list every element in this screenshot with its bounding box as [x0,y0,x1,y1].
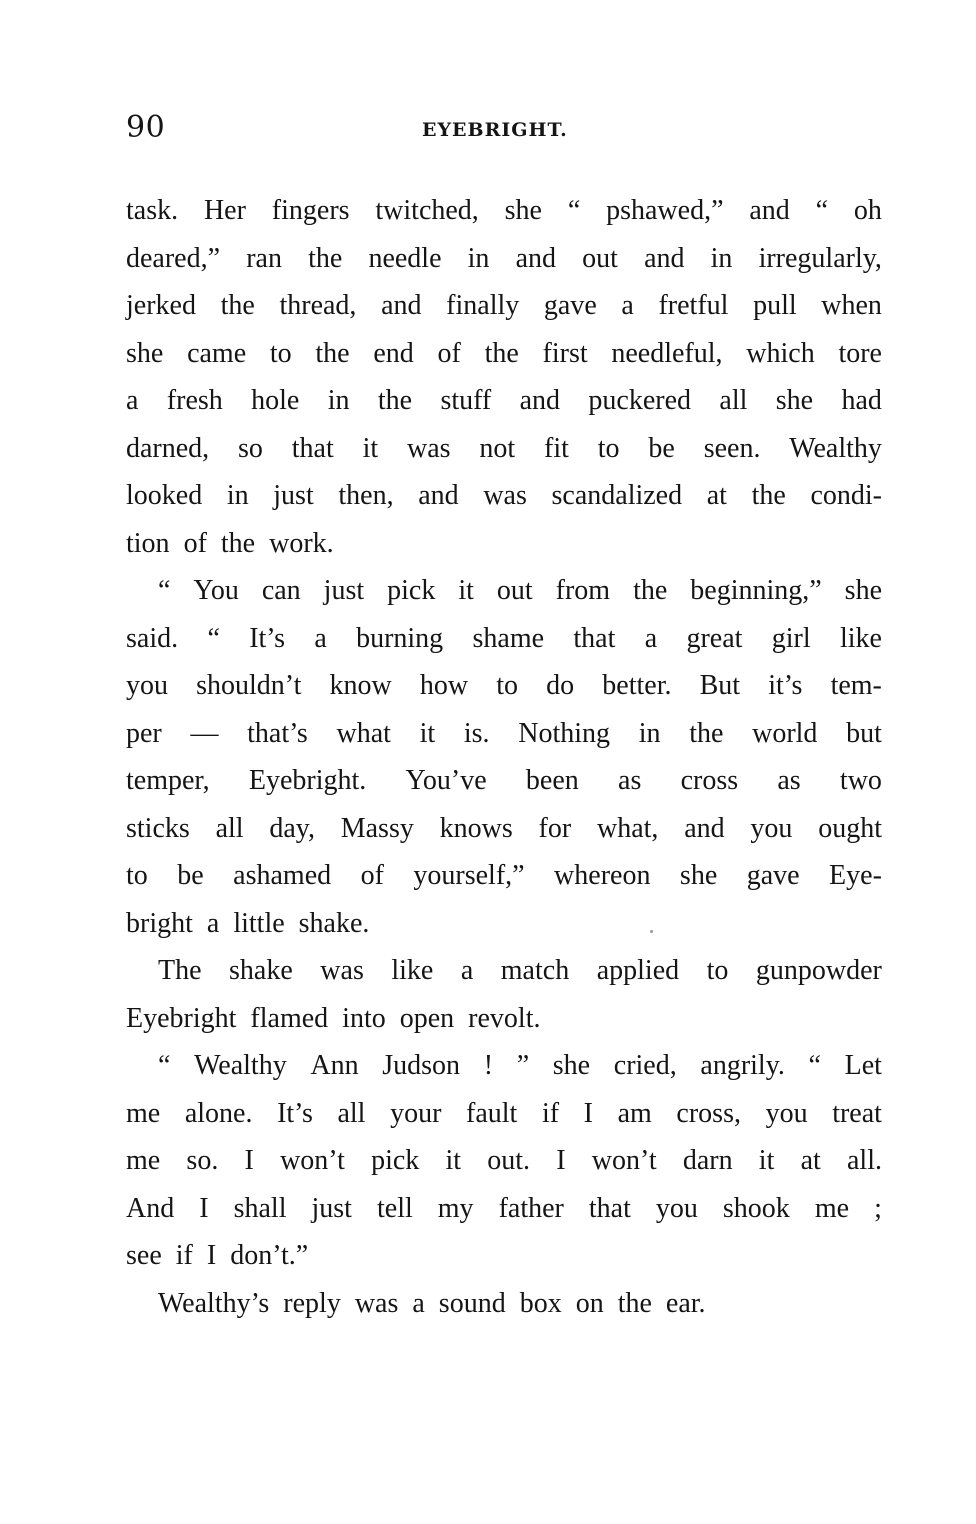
text-line: said. “ It’s a burning shame that a great girl like [126,622,882,654]
text-line: you shouldn’t know how to do better. But it’s tem- [126,670,882,701]
text-line: a fresh hole in the stuff and puckered all she had [126,385,882,416]
text-line: me alone. It’s all your fault if I am cross, you treat [126,1097,882,1129]
paragraph [126,567,882,947]
paragraph [126,947,882,1042]
page-number: 90 [126,110,166,145]
print-speck [650,930,653,933]
text-line: sticks all day, Massy knows for what, and you ought [126,812,882,844]
text-line: task. Her fingers twitched, she “ pshawed,” and “ oh [126,195,882,226]
text-line: deared,” ran the needle in and out and in irregularly, [126,242,882,274]
running-head: EYEBRIGHT. [422,119,568,141]
text-line: The shake was like a match applied to gunpowder [158,955,882,986]
text-line: looked in just then, and was scandalized at the condi- [126,480,882,511]
paragraph [126,187,882,567]
text-line: darned, so that it was not fit to be seen. Wealthy [126,432,882,464]
text-line: And I shall just tell my father that you shook me ; [126,1192,882,1224]
text-line: Eyebright flamed into open revolt. [126,1002,541,1034]
text-line: tion of the work. [126,527,334,559]
paragraph [126,1280,882,1328]
text-line: “ You can just pick it out from the beginning,” she [158,575,882,606]
text-line: Wealthy’s reply was a sound box on the ear. [158,1287,706,1319]
text-line: to be ashamed of yourself,” whereon she gave Eye- [126,860,882,891]
text-line: jerked the thread, and finally gave a fretful pull when [126,290,882,321]
paragraph [126,1042,882,1280]
text-line: “ Wealthy Ann Judson ! ” she cried, angrily. “ Let [158,1050,882,1081]
text-line: per — that’s what it is. Nothing in the world but [126,717,882,749]
body-text [126,187,882,1327]
text-line: bright a little shake. [126,907,370,939]
text-line: see if I don’t.” [126,1240,309,1271]
text-line: she came to the end of the first needleful, which tore [126,337,882,369]
text-line: temper, Eyebright. You’ve been as cross as two [126,765,882,796]
text-line: me so. I won’t pick it out. I won’t darn it at all. [126,1145,882,1176]
page-header [126,108,882,148]
